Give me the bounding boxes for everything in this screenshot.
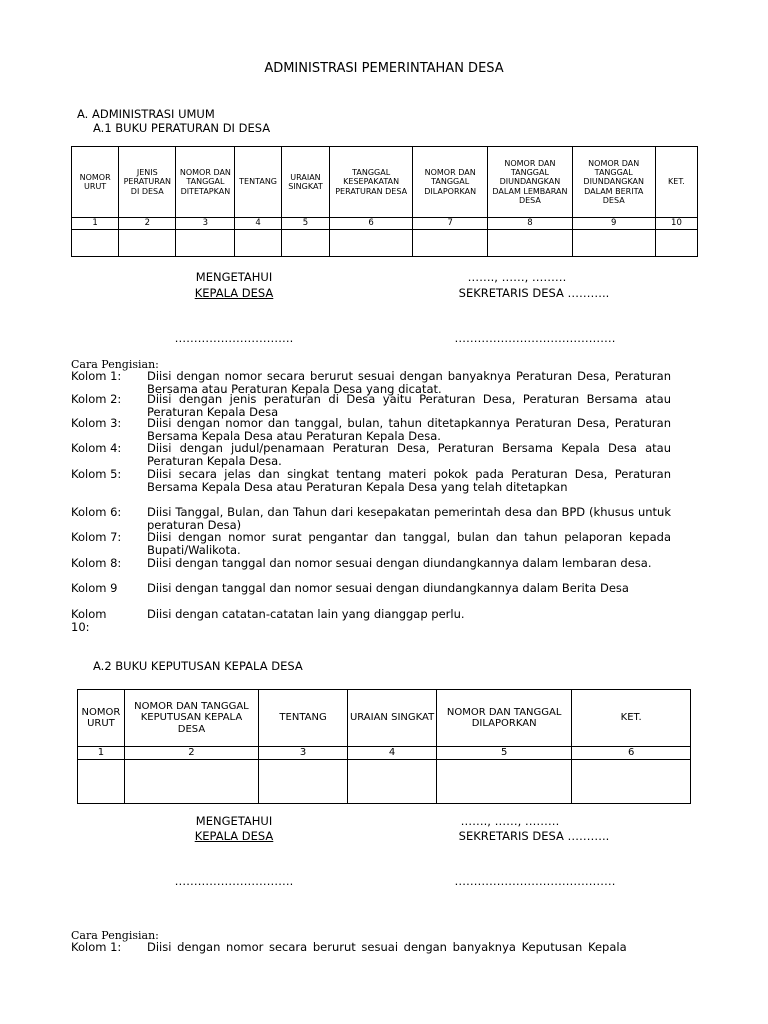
col-number: 4 [235,218,281,230]
col-header: KET. [655,147,697,218]
col-header: NOMOR URUT [78,690,125,747]
mengetahui-label: MENGETAHUI [195,270,273,284]
table-cell [124,759,258,803]
kolom-label: Kolom 1: [71,940,122,954]
table-cell [330,230,413,257]
kolom-desc: Diisi dengan catatan-catatan lain yang dianggap perlu. [147,607,465,621]
table-cell [413,230,488,257]
kolom-desc: Diisi dengan nomor dan tanggal, bulan, tahun ditetapkannya Peraturan Desa, Peraturan Bersama Kepala Desa atau Peraturan Kepala Desa. [147,416,671,443]
cara-pengisian-label: Cara Pengisian: [71,929,159,942]
kolom-item [71,531,671,557]
kolom-desc: Diisi dengan nomor secara berurut sesuai dengan banyaknya Keputusan Kepala [147,940,627,954]
table-cell [488,230,572,257]
col-header: NOMOR DAN TANGGAL DIUNDANGKAN DALAM BERITA DESA [572,147,655,218]
table-cell [259,759,348,803]
kolom-label: Kolom 2: [71,392,122,406]
kolom-item [71,941,671,955]
table-cell [78,759,125,803]
col-header: TENTANG [235,147,281,218]
col-header: NOMOR DAN TANGGAL DIUNDANGKAN DALAM LEMBARAN DESA [488,147,572,218]
col-number: 6 [572,747,691,760]
col-number: 4 [348,747,437,760]
kolom-item [71,506,671,532]
table-header-row [78,690,691,747]
kolom-label: Kolom 5: [71,467,122,481]
kolom-item [71,468,671,507]
col-number: 5 [437,747,572,760]
table-cell [119,230,176,257]
kolom-label: Kolom 1: [71,369,122,383]
kolom-item [71,417,671,443]
cara-pengisian-label: Cara Pengisian: [71,358,159,371]
kolom-item [71,608,671,634]
kolom-desc: Diisi Tanggal, Bulan, dan Tahun dari kesepakatan pemerintah desa dan BPD (khusus untuk peraturan Desa) [147,505,671,532]
kolom-desc: Diisi dengan nomor surat pengantar dan tanggal, bulan dan tahun pelaporan kepada Bupati/Walikota. [147,530,671,557]
kolom-label: Kolom 4: [71,441,122,455]
sekretaris-desa-label: SEKRETARIS DESA ……….. [458,286,610,300]
signature-line-left: …………………………. [174,331,294,345]
sekretaris-desa-label: SEKRETARIS DESA ……….. [458,829,610,843]
col-number: 7 [413,218,488,230]
signature-line-right: …………………………………… [454,874,616,888]
peraturan-table [71,146,698,257]
a1-heading: A.1 BUKU PERATURAN DI DESA [93,121,271,135]
col-number: 5 [281,218,330,230]
table-cell [655,230,697,257]
col-number: 1 [72,218,119,230]
col-number: 2 [119,218,176,230]
col-number: 6 [330,218,413,230]
col-header: TANGGAL KESEPAKATAN PERATURAN DESA [330,147,413,218]
date-placeholder: ……., ……, ……… [467,270,567,284]
col-header: NOMOR DAN TANGGAL DILAPORKAN [413,147,488,218]
table-cell [437,759,572,803]
table-cell [176,230,235,257]
col-header: URAIAN SINGKAT [348,690,437,747]
kolom-item [71,442,671,468]
a2-heading: A.2 BUKU KEPUTUSAN KEPALA DESA [93,659,303,673]
col-number: 9 [572,218,655,230]
table-cell [572,230,655,257]
kolom-label: Kolom 7: [71,530,122,544]
page-title: ADMINISTRASI PEMERINTAHAN DESA [264,61,504,76]
col-number: 3 [259,747,348,760]
kepala-desa-label: KEPALA DESA [194,286,274,300]
col-header: URAIAN SINGKAT [281,147,330,218]
kolom-desc: Diisi dengan nomor secara berurut sesuai dengan banyaknya Peraturan Desa, Peraturan Bersama atau Peraturan Kepala Desa yang dicatat. [147,369,671,396]
kolom-desc: Diisi dengan judul/penamaan Peraturan Desa, Peraturan Bersama Kepala Desa atau Peraturan Kepala Desa. [147,441,671,468]
kolom-item [71,582,671,608]
col-number: 8 [488,218,572,230]
col-number: 10 [655,218,697,230]
table-cell [72,230,119,257]
signature-line-left: …………………………. [174,874,294,888]
col-number: 2 [124,747,258,760]
col-header: NOMOR DAN TANGGAL DILAPORKAN [437,690,572,747]
table-cell [348,759,437,803]
col-header: NOMOR DAN TANGGAL KEPUTUSAN KEPALA DESA [124,690,258,747]
kolom-label: Kolom 3: [71,416,122,430]
kolom-desc: Diisi dengan tanggal dan nomor sesuai dengan diundangkannya dalam lembaran desa. [147,556,652,570]
kolom-desc: Diisi dengan tanggal dan nomor sesuai dengan diundangkannya dalam Berita Desa [147,581,629,595]
kolom-desc: Diisi dengan jenis peraturan di Desa yaitu Peraturan Desa, Peraturan Bersama atau Peraturan Kepala Desa [147,392,671,419]
mengetahui-label: MENGETAHUI [195,814,273,828]
kolom-label: Kolom 6: [71,505,122,519]
kolom-desc: Diisi secara jelas dan singkat tentang materi pokok pada Peraturan Desa, Peraturan Bersama Kepala Desa atau Peraturan Kepala Desa yang telah ditetapkan [147,467,671,494]
col-header: NOMOR DAN TANGGAL DITETAPKAN [176,147,235,218]
kepala-desa-label: KEPALA DESA [194,829,274,843]
kolom-label: Kolom 9 [71,581,118,595]
kolom-item [71,557,671,583]
table-row [72,230,698,257]
kolom-label: Kolom 10: [71,607,107,634]
table-cell [572,759,691,803]
keputusan-table [77,689,691,804]
table-row [78,759,691,803]
section-a-heading: A. ADMINISTRASI UMUM [77,107,215,121]
col-header: KET. [572,690,691,747]
kolom-label: Kolom 8: [71,556,122,570]
table-number-row [72,218,698,230]
table-cell [235,230,281,257]
signature-line-right: …………………………………… [454,331,616,345]
col-header: JENIS PERATURAN DI DESA [119,147,176,218]
col-header: NOMOR URUT [72,147,119,218]
col-header: TENTANG [259,690,348,747]
table-header-row [72,147,698,218]
table-cell [281,230,330,257]
col-number: 3 [176,218,235,230]
date-placeholder: ……., ……, ……… [460,814,560,828]
col-number: 1 [78,747,125,760]
table-number-row [78,747,691,760]
